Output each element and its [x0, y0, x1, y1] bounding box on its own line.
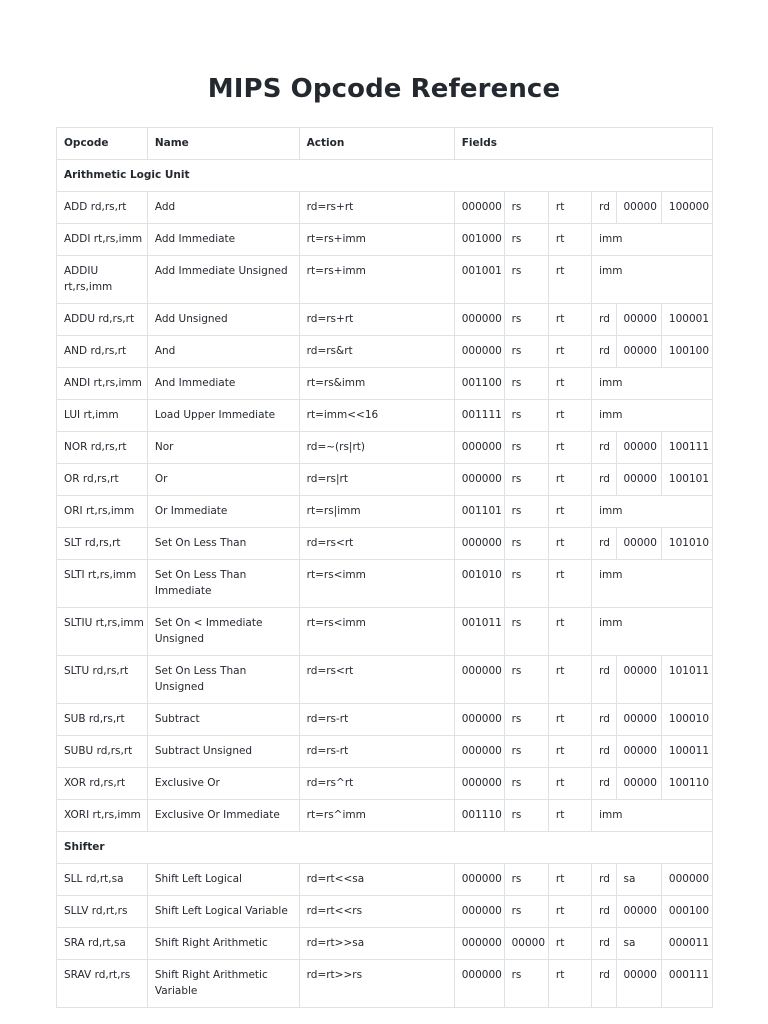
field-funct: 100101 [661, 464, 712, 496]
name-cell: Set On Less Than [147, 528, 299, 560]
opcode-cell: AND rd,rs,rt [57, 336, 148, 368]
field-funct: 100111 [661, 432, 712, 464]
table-row [57, 864, 713, 896]
field-funct: 000011 [661, 928, 712, 960]
field-shamt: 00000 [616, 736, 661, 768]
table-row [57, 256, 713, 304]
name-cell: Exclusive Or Immediate [147, 800, 299, 832]
action-cell: rd=rs+rt [299, 304, 454, 336]
field-rs: rs [504, 656, 548, 704]
field-rt: rt [548, 800, 591, 832]
opcode-cell: ORI rt,rs,imm [57, 496, 148, 528]
field-op: 000000 [454, 192, 504, 224]
field-funct: 100000 [661, 192, 712, 224]
field-op: 000000 [454, 656, 504, 704]
name-cell: Shift Right Arithmetic [147, 928, 299, 960]
field-rt: rt [548, 864, 591, 896]
field-rd: rd [592, 192, 616, 224]
field-op: 000000 [454, 960, 504, 1008]
action-cell: rd=rt<<rs [299, 896, 454, 928]
field-op: 000000 [454, 928, 504, 960]
name-cell: Shift Right Arithmetic Variable [147, 960, 299, 1008]
field-rt: rt [548, 336, 591, 368]
field-rd: rd [592, 304, 616, 336]
field-shamt: 00000 [616, 960, 661, 1008]
action-cell: rt=imm<<16 [299, 400, 454, 432]
field-imm: imm [592, 224, 713, 256]
field-rd: rd [592, 704, 616, 736]
name-cell: Exclusive Or [147, 768, 299, 800]
field-rs: rs [504, 368, 548, 400]
opcode-cell: SRAV rd,rt,rs [57, 960, 148, 1008]
field-shamt: 00000 [616, 656, 661, 704]
field-funct: 100100 [661, 336, 712, 368]
field-rt: rt [548, 528, 591, 560]
section-row [57, 832, 713, 864]
field-rd: rd [592, 432, 616, 464]
opcode-cell: OR rd,rs,rt [57, 464, 148, 496]
name-cell: Add Immediate Unsigned [147, 256, 299, 304]
name-cell: Load Upper Immediate [147, 400, 299, 432]
field-rs: rs [504, 464, 548, 496]
field-shamt: 00000 [616, 896, 661, 928]
field-rd: rd [592, 656, 616, 704]
table-row [57, 928, 713, 960]
field-imm: imm [592, 560, 713, 608]
name-cell: Or Immediate [147, 496, 299, 528]
field-rt: rt [548, 256, 591, 304]
field-rt: rt [548, 736, 591, 768]
action-cell: rd=rs|rt [299, 464, 454, 496]
field-rt: rt [548, 400, 591, 432]
table-row [57, 400, 713, 432]
field-op: 001001 [454, 256, 504, 304]
field-rs: rs [504, 736, 548, 768]
field-op: 000000 [454, 896, 504, 928]
action-cell: rd=rs&rt [299, 336, 454, 368]
table-row [57, 896, 713, 928]
opcode-cell: NOR rd,rs,rt [57, 432, 148, 464]
field-rs: rs [504, 864, 548, 896]
action-cell: rt=rs&imm [299, 368, 454, 400]
field-op: 001000 [454, 224, 504, 256]
field-rt: rt [548, 656, 591, 704]
table-row [57, 768, 713, 800]
section-title: Arithmetic Logic Unit [57, 160, 713, 192]
action-cell: rt=rs^imm [299, 800, 454, 832]
opcode-cell: SUBU rd,rs,rt [57, 736, 148, 768]
header-name: Name [147, 128, 299, 160]
field-rd: rd [592, 864, 616, 896]
field-op: 000000 [454, 768, 504, 800]
field-op: 001101 [454, 496, 504, 528]
header-action: Action [299, 128, 454, 160]
field-rt: rt [548, 192, 591, 224]
field-rd: rd [592, 528, 616, 560]
field-rt: rt [548, 928, 591, 960]
action-cell: rd=rs<rt [299, 656, 454, 704]
field-rs: rs [504, 256, 548, 304]
opcode-cell: SRA rd,rt,sa [57, 928, 148, 960]
name-cell: Set On Less Than Immediate [147, 560, 299, 608]
field-shamt: sa [616, 864, 661, 896]
table-row [57, 464, 713, 496]
field-op: 001110 [454, 800, 504, 832]
opcode-cell: XORI rt,rs,imm [57, 800, 148, 832]
field-op: 000000 [454, 336, 504, 368]
name-cell: Subtract [147, 704, 299, 736]
field-rs: rs [504, 528, 548, 560]
table-row [57, 224, 713, 256]
field-rt: rt [548, 960, 591, 1008]
field-rs: 00000 [504, 928, 548, 960]
opcode-cell: XOR rd,rs,rt [57, 768, 148, 800]
action-cell: rd=rt<<sa [299, 864, 454, 896]
name-cell: Shift Left Logical [147, 864, 299, 896]
table-row [57, 656, 713, 704]
header-opcode: Opcode [57, 128, 148, 160]
field-op: 001011 [454, 608, 504, 656]
action-cell: rd=rt>>rs [299, 960, 454, 1008]
name-cell: Or [147, 464, 299, 496]
field-shamt: 00000 [616, 704, 661, 736]
opcode-cell: ADDU rd,rs,rt [57, 304, 148, 336]
opcode-cell: SLLV rd,rt,rs [57, 896, 148, 928]
field-rs: rs [504, 192, 548, 224]
field-imm: imm [592, 256, 713, 304]
field-op: 000000 [454, 864, 504, 896]
header-fields: Fields [454, 128, 712, 160]
action-cell: rt=rs<imm [299, 560, 454, 608]
field-shamt: 00000 [616, 336, 661, 368]
field-rt: rt [548, 704, 591, 736]
table-header-row [57, 128, 713, 160]
action-cell: rd=~(rs|rt) [299, 432, 454, 464]
field-funct: 100110 [661, 768, 712, 800]
field-imm: imm [592, 368, 713, 400]
field-rs: rs [504, 768, 548, 800]
field-op: 000000 [454, 736, 504, 768]
field-imm: imm [592, 400, 713, 432]
field-rd: rd [592, 960, 616, 1008]
opcode-cell: SUB rd,rs,rt [57, 704, 148, 736]
field-rs: rs [504, 800, 548, 832]
table-row [57, 560, 713, 608]
field-rt: rt [548, 304, 591, 336]
field-imm: imm [592, 608, 713, 656]
field-imm: imm [592, 496, 713, 528]
field-rt: rt [548, 224, 591, 256]
field-rd: rd [592, 896, 616, 928]
table-row [57, 528, 713, 560]
action-cell: rd=rs<rt [299, 528, 454, 560]
action-cell: rd=rs^rt [299, 768, 454, 800]
field-funct: 000111 [661, 960, 712, 1008]
field-funct: 000100 [661, 896, 712, 928]
opcode-cell: SLTI rt,rs,imm [57, 560, 148, 608]
field-rt: rt [548, 560, 591, 608]
table-row [57, 336, 713, 368]
field-rs: rs [504, 560, 548, 608]
table-body [57, 160, 713, 1008]
field-rs: rs [504, 336, 548, 368]
field-shamt: 00000 [616, 304, 661, 336]
table-row [57, 192, 713, 224]
field-rs: rs [504, 608, 548, 656]
action-cell: rt=rs+imm [299, 224, 454, 256]
table-row [57, 304, 713, 336]
table-row [57, 368, 713, 400]
field-rs: rs [504, 304, 548, 336]
field-shamt: 00000 [616, 528, 661, 560]
name-cell: Set On Less Than Unsigned [147, 656, 299, 704]
action-cell: rt=rs+imm [299, 256, 454, 304]
name-cell: And [147, 336, 299, 368]
field-rs: rs [504, 400, 548, 432]
field-rs: rs [504, 432, 548, 464]
name-cell: And Immediate [147, 368, 299, 400]
name-cell: Add Immediate [147, 224, 299, 256]
field-op: 000000 [454, 304, 504, 336]
field-funct: 101010 [661, 528, 712, 560]
opcode-cell: ADD rd,rs,rt [57, 192, 148, 224]
field-funct: 100011 [661, 736, 712, 768]
field-shamt: 00000 [616, 464, 661, 496]
page-title: MIPS Opcode Reference [207, 74, 561, 104]
field-op: 000000 [454, 704, 504, 736]
name-cell: Set On < Immediate Unsigned [147, 608, 299, 656]
field-shamt: 00000 [616, 432, 661, 464]
field-op: 001111 [454, 400, 504, 432]
opcode-cell: SLL rd,rt,sa [57, 864, 148, 896]
field-rs: rs [504, 224, 548, 256]
field-rs: rs [504, 960, 548, 1008]
field-op: 000000 [454, 432, 504, 464]
table-row [57, 432, 713, 464]
field-op: 001100 [454, 368, 504, 400]
table-row [57, 608, 713, 656]
section-row [57, 160, 713, 192]
opcode-table [56, 127, 713, 1008]
field-funct: 000000 [661, 864, 712, 896]
name-cell: Add [147, 192, 299, 224]
field-funct: 100010 [661, 704, 712, 736]
action-cell: rd=rs-rt [299, 704, 454, 736]
field-rt: rt [548, 368, 591, 400]
action-cell: rd=rs-rt [299, 736, 454, 768]
name-cell: Subtract Unsigned [147, 736, 299, 768]
field-shamt: 00000 [616, 192, 661, 224]
field-rt: rt [548, 768, 591, 800]
name-cell: Shift Left Logical Variable [147, 896, 299, 928]
field-shamt: sa [616, 928, 661, 960]
opcode-cell: ANDI rt,rs,imm [57, 368, 148, 400]
action-cell: rt=rs|imm [299, 496, 454, 528]
field-rs: rs [504, 704, 548, 736]
opcode-cell: LUI rt,imm [57, 400, 148, 432]
table-row [57, 704, 713, 736]
table-row [57, 736, 713, 768]
opcode-cell: SLTU rd,rs,rt [57, 656, 148, 704]
field-funct: 100001 [661, 304, 712, 336]
field-rt: rt [548, 896, 591, 928]
field-op: 000000 [454, 464, 504, 496]
field-rt: rt [548, 432, 591, 464]
field-rt: rt [548, 464, 591, 496]
table-row [57, 496, 713, 528]
action-cell: rt=rs<imm [299, 608, 454, 656]
field-op: 001010 [454, 560, 504, 608]
field-op: 000000 [454, 528, 504, 560]
name-cell: Nor [147, 432, 299, 464]
field-rt: rt [548, 608, 591, 656]
opcode-cell: SLTIU rt,rs,imm [57, 608, 148, 656]
field-shamt: 00000 [616, 768, 661, 800]
name-cell: Add Unsigned [147, 304, 299, 336]
field-rd: rd [592, 464, 616, 496]
opcode-cell: ADDI rt,rs,imm [57, 224, 148, 256]
field-funct: 101011 [661, 656, 712, 704]
field-imm: imm [592, 800, 713, 832]
table-row [57, 960, 713, 1008]
table-row [57, 800, 713, 832]
action-cell: rd=rt>>sa [299, 928, 454, 960]
field-rd: rd [592, 736, 616, 768]
action-cell: rd=rs+rt [299, 192, 454, 224]
section-title: Shifter [57, 832, 713, 864]
field-rd: rd [592, 768, 616, 800]
opcode-cell: ADDIU rt,rs,imm [57, 256, 148, 304]
field-rd: rd [592, 336, 616, 368]
field-rs: rs [504, 896, 548, 928]
opcode-cell: SLT rd,rs,rt [57, 528, 148, 560]
field-rt: rt [548, 496, 591, 528]
field-rs: rs [504, 496, 548, 528]
field-rd: rd [592, 928, 616, 960]
